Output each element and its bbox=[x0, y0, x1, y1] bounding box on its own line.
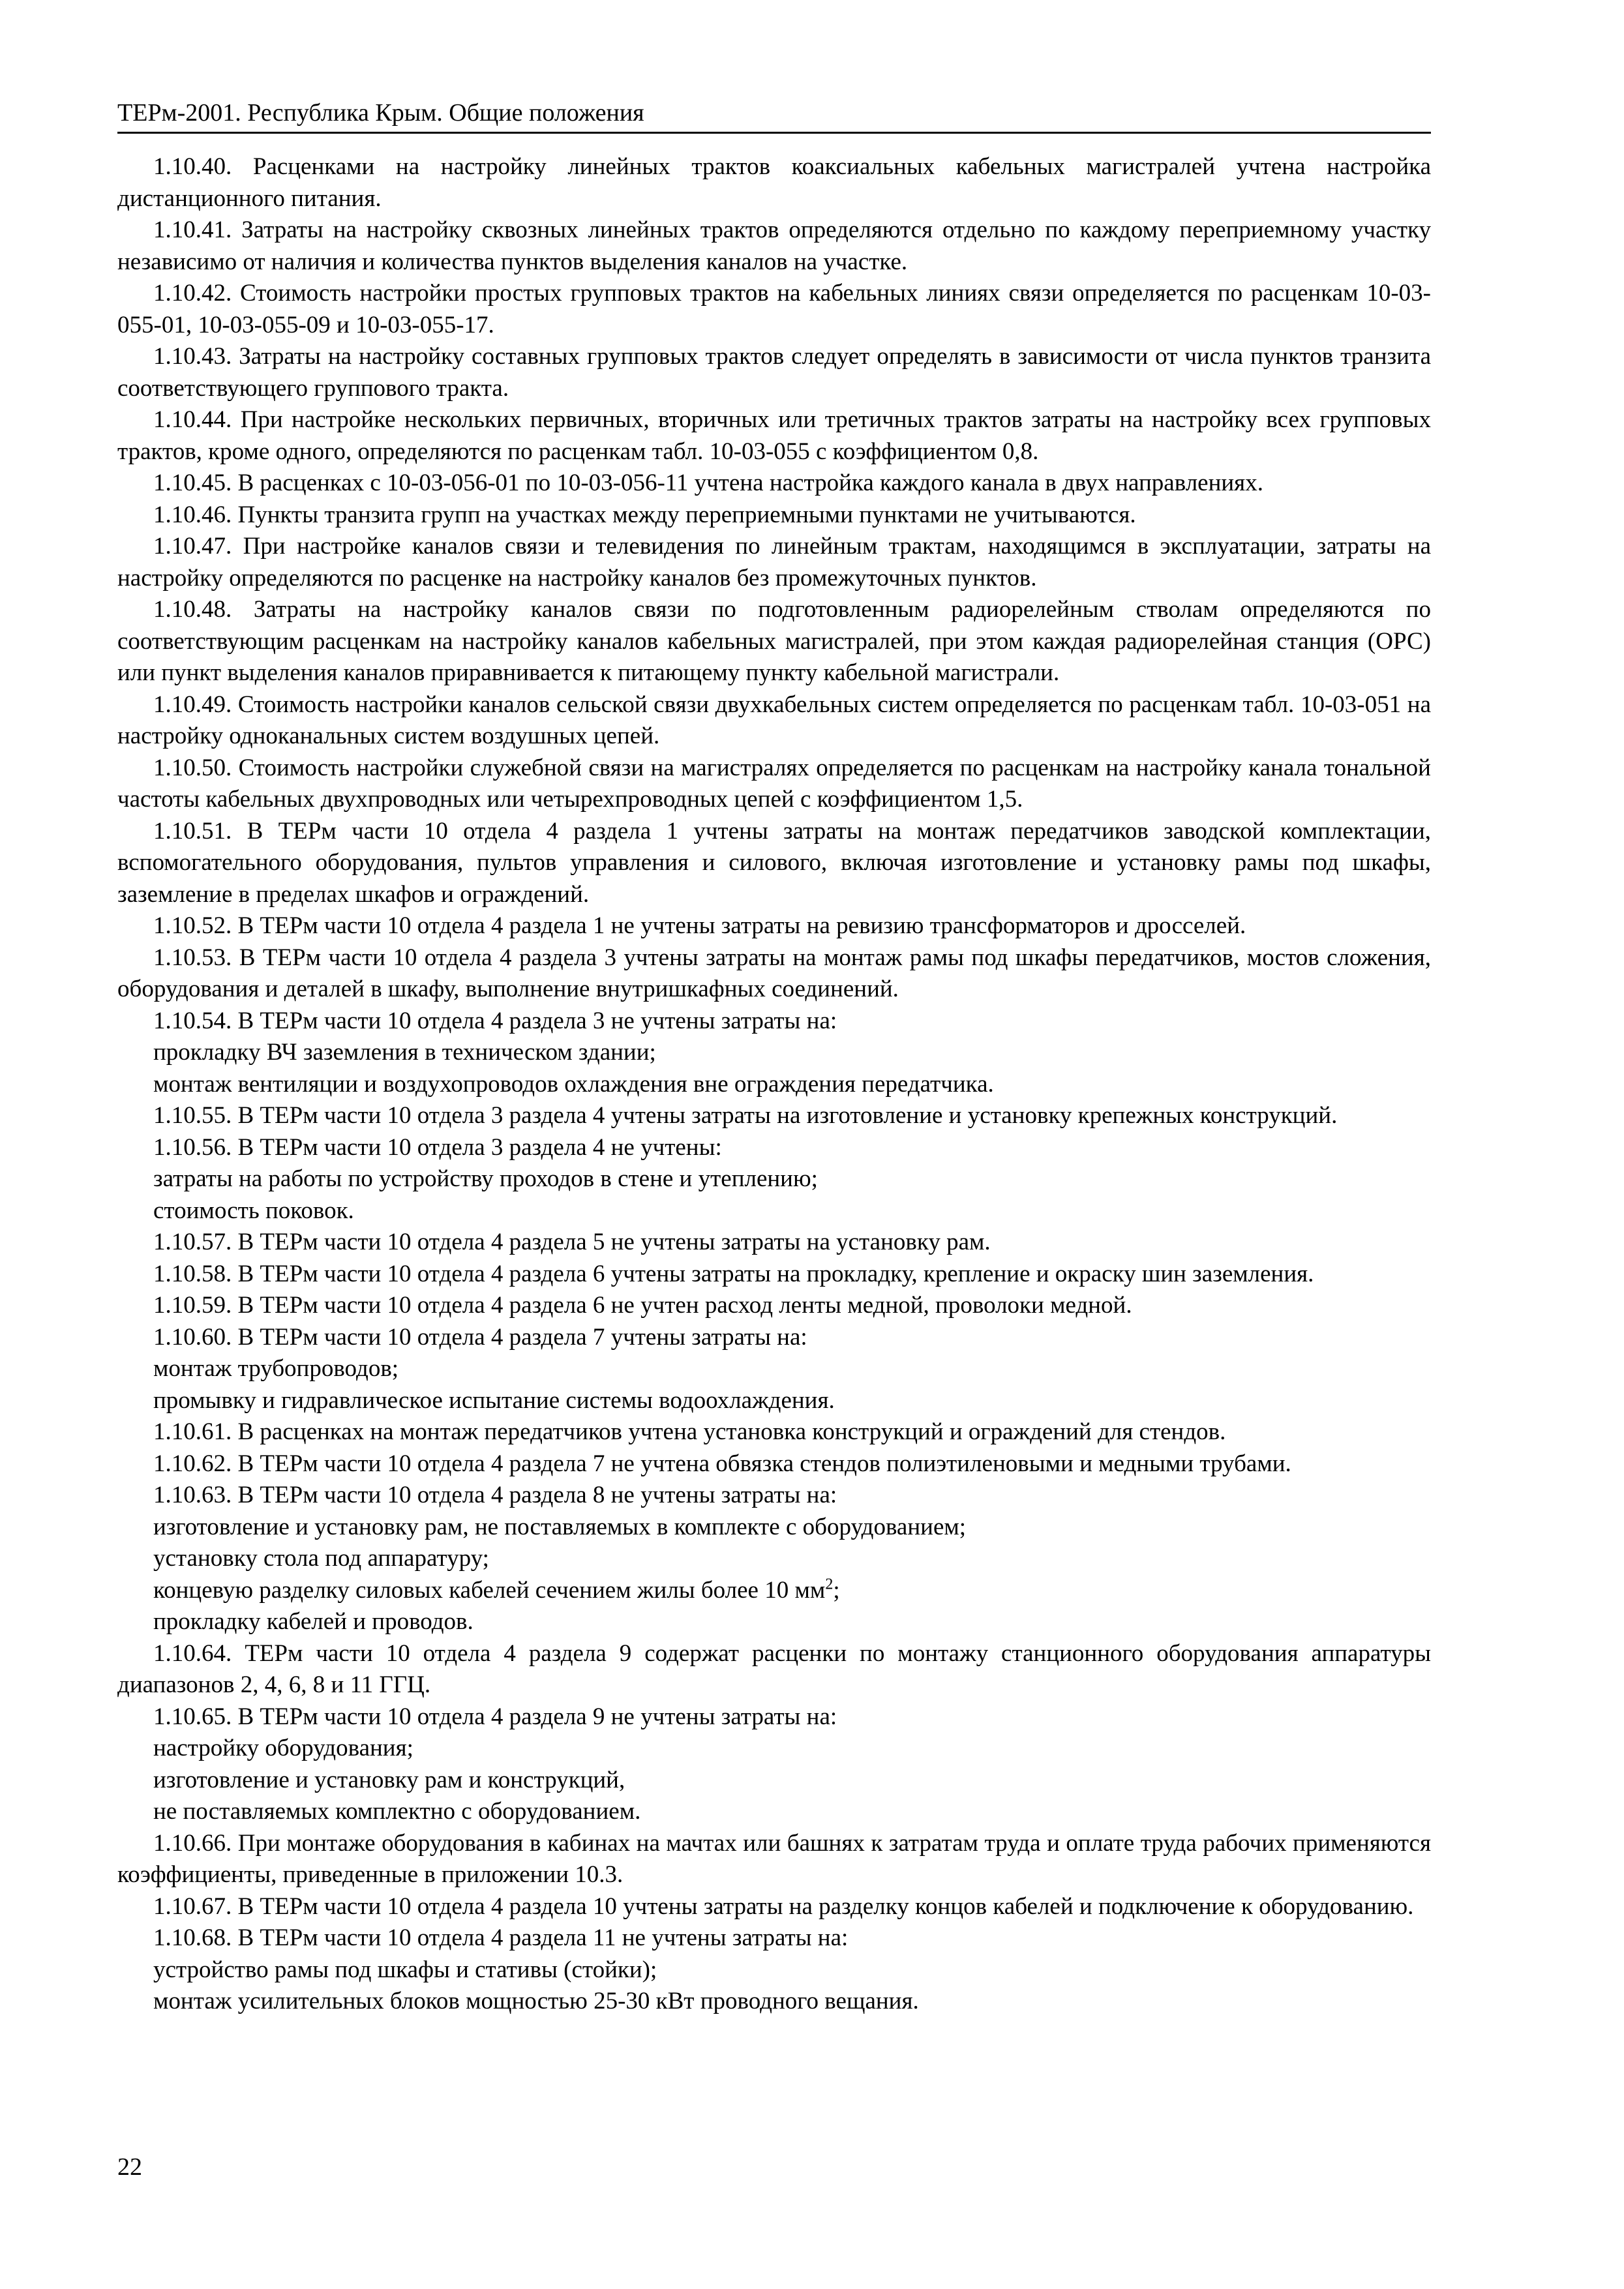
list-item: настройку оборудования; bbox=[153, 1735, 414, 1761]
paragraph-1-10-52: 1.10.52. В ТЕРм части 10 отдела 4 раздела 1 не учтены затраты на ревизию трансформаторов и дросселей. bbox=[153, 912, 1246, 939]
list-item: затраты на работы по устройству проходов в стене и утеплению; bbox=[153, 1165, 818, 1192]
list-item: изготовление и установку рам и конструкций, bbox=[153, 1766, 625, 1793]
paragraph-1-10-59: 1.10.59. В ТЕРм части 10 отдела 4 раздела 6 не учтен расход ленты медной, проволоки медной. bbox=[153, 1292, 1132, 1319]
paragraph-1-10-64: 1.10.64. ТЕРм части 10 отдела 4 раздела 9 содержат расценки по монтажу станционного оборудования аппаратуры диапазонов 2, 4, 6, 8 и 11 ГГЦ. bbox=[117, 1639, 1431, 1698]
list-item-cable-section bbox=[117, 1575, 1431, 1607]
paragraph-1-10-68: 1.10.68. В ТЕРм части 10 отдела 4 раздела 11 не учтены затраты на: bbox=[153, 1924, 849, 1951]
list-item: изготовление и установку рам, не поставляемых в комплекте с оборудованием; bbox=[153, 1513, 967, 1540]
paragraph-1-10-62: 1.10.62. В ТЕРм части 10 отдела 4 раздела 7 не учтена обвязка стендов полиэтиленовыми и медными трубами. bbox=[153, 1450, 1291, 1477]
paragraph-1-10-63: 1.10.63. В ТЕРм части 10 отдела 4 раздела 8 не учтены затраты на: bbox=[153, 1482, 837, 1508]
paragraph-1-10-66: 1.10.66. При монтаже оборудования в кабинах на мачтах или башнях к затратам труда и оплате труда рабочих применяются коэффициенты, приведенные в приложении 10.3. bbox=[117, 1829, 1431, 1888]
paragraph-1-10-42: 1.10.42. Стоимость настройки простых групповых трактов на кабельных линиях связи определяется по расценкам 10-03-055-01, 10-03-055-09 и 10-03-055-17. bbox=[117, 280, 1431, 338]
list-item: прокладку ВЧ заземления в техническом здании; bbox=[153, 1039, 656, 1066]
paragraph-1-10-60: 1.10.60. В ТЕРм части 10 отдела 4 раздела 7 учтены затраты на: bbox=[153, 1323, 807, 1351]
paragraph-1-10-49: 1.10.49. Стоимость настройки каналов сельской связи двухкабельных систем определяется по расценкам табл. 10-03-051 на настройку одноканальных систем воздушных цепей. bbox=[117, 691, 1431, 749]
list-item: стоимость поковок. bbox=[153, 1197, 354, 1224]
semicolon: ; bbox=[833, 1576, 840, 1604]
paragraph-1-10-67: 1.10.67. В ТЕРм части 10 отдела 4 раздела 10 учтены затраты на разделку концов кабелей и подключение к оборудованию. bbox=[153, 1893, 1414, 1920]
list-item: не поставляемых комплектно с оборудованием. bbox=[153, 1798, 641, 1825]
paragraph-1-10-50: 1.10.50. Стоимость настройки служебной связи на магистралях определяется по расценкам на настройку канала тональной частоты кабельных двухпроводных или четырехпроводных цепей с коэффициентом 1,5. bbox=[117, 754, 1431, 813]
paragraph-1-10-54: 1.10.54. В ТЕРм части 10 отдела 4 раздела 3 не учтены затраты на: bbox=[153, 1007, 837, 1034]
superscript-squared: 2 bbox=[825, 1576, 834, 1593]
list-item: установку стола под аппаратуру; bbox=[153, 1545, 489, 1572]
paragraph-1-10-43: 1.10.43. Затраты на настройку составных групповых трактов следует определять в зависимости от числа пунктов транзита соответствующего группового тракта. bbox=[117, 343, 1431, 402]
list-item: прокладку кабелей и проводов. bbox=[153, 1608, 474, 1635]
list-item: монтаж трубопроводов; bbox=[153, 1355, 399, 1382]
list-item: устройство рамы под шкафы и стативы (стойки); bbox=[153, 1956, 657, 1983]
paragraph-1-10-40: 1.10.40. Расценками на настройку линейных трактов коаксиальных кабельных магистралей учтена настройка дистанционного питания. bbox=[117, 153, 1431, 212]
paragraph-1-10-65: 1.10.65. В ТЕРм части 10 отдела 4 раздела 9 не учтены затраты на: bbox=[153, 1703, 837, 1730]
paragraph-1-10-61: 1.10.61. В расценках на монтаж передатчиков учтена установка конструкций и ограждений для стендов. bbox=[153, 1418, 1226, 1445]
page-number: 22 bbox=[117, 2153, 142, 2181]
list-item: промывку и гидравлическое испытание системы водоохлаждения. bbox=[153, 1386, 835, 1414]
paragraph-1-10-45: 1.10.45. В расценках с 10-03-056-01 по 10-03-056-11 учтена настройка каждого канала в двух направлениях. bbox=[153, 470, 1263, 496]
paragraph-1-10-51: 1.10.51. В ТЕРм части 10 отдела 4 раздела 1 учтены затраты на монтаж передатчиков заводской комплектации, вспомогательного оборудования, пультов управления и силового, включая изготовление и установку рамы под шкафы, заземление в пределах шкафов и ограждений. bbox=[117, 817, 1431, 908]
paragraph-1-10-48: 1.10.48. Затраты на настройку каналов связи по подготовленным радиорелейным стволам определяются по соответствующим расценкам на настройку каналов кабельных магистралей, при этом каждая радиорелейная станция (ОРС) или пункт выделения каналов приравнивается к питающему пункту кабельной магистрали. bbox=[117, 596, 1431, 686]
cable-section-text: концевую разделку силовых кабелей сечением жилы более 10 мм bbox=[153, 1576, 826, 1604]
paragraph-1-10-44: 1.10.44. При настройке нескольких первичных, вторичных или третичных трактов затраты на настройку всех групповых трактов, кроме одного, определяются по расценкам табл. 10-03-055 с коэффициентом 0,8. bbox=[117, 406, 1431, 465]
paragraph-1-10-57: 1.10.57. В ТЕРм части 10 отдела 4 раздела 5 не учтены затраты на установку рам. bbox=[153, 1229, 991, 1255]
document-body bbox=[117, 151, 1431, 2018]
paragraph-1-10-56: 1.10.56. В ТЕРм части 10 отдела 3 раздела 4 не учтены: bbox=[153, 1133, 722, 1161]
running-header: ТЕРм-2001. Республика Крым. Общие положения bbox=[117, 97, 1431, 134]
list-item: монтаж усилительных блоков мощностью 25-30 кВт проводного вещания. bbox=[153, 1988, 919, 2014]
paragraph-1-10-58: 1.10.58. В ТЕРм части 10 отдела 4 раздела 6 учтены затраты на прокладку, крепление и окраску шин заземления. bbox=[153, 1260, 1314, 1287]
paragraph-1-10-47: 1.10.47. При настройке каналов связи и телевидения по линейным трактам, находящимся в эксплуатации, затраты на настройку определяются по расценке на настройку каналов без промежуточных пунктов. bbox=[117, 533, 1431, 591]
paragraph-1-10-46: 1.10.46. Пункты транзита групп на участках между переприемными пунктами не учитываются. bbox=[153, 501, 1136, 528]
paragraph-1-10-41: 1.10.41. Затраты на настройку сквозных линейных трактов определяются отдельно по каждому переприемному участку независимо от наличия и количества пунктов выделения каналов на участке. bbox=[117, 217, 1431, 275]
list-item: монтаж вентиляции и воздухопроводов охлаждения вне ограждения передатчика. bbox=[153, 1070, 994, 1098]
paragraph-1-10-53: 1.10.53. В ТЕРм части 10 отдела 4 раздела 3 учтены затраты на монтаж рамы под шкафы передатчиков, мостов сложения, оборудования и деталей в шкафу, выполнение внутришкафных соединений. bbox=[117, 944, 1431, 1002]
paragraph-1-10-55: 1.10.55. В ТЕРм части 10 отдела 3 раздела 4 учтены затраты на изготовление и установку крепежных конструкций. bbox=[153, 1102, 1338, 1129]
